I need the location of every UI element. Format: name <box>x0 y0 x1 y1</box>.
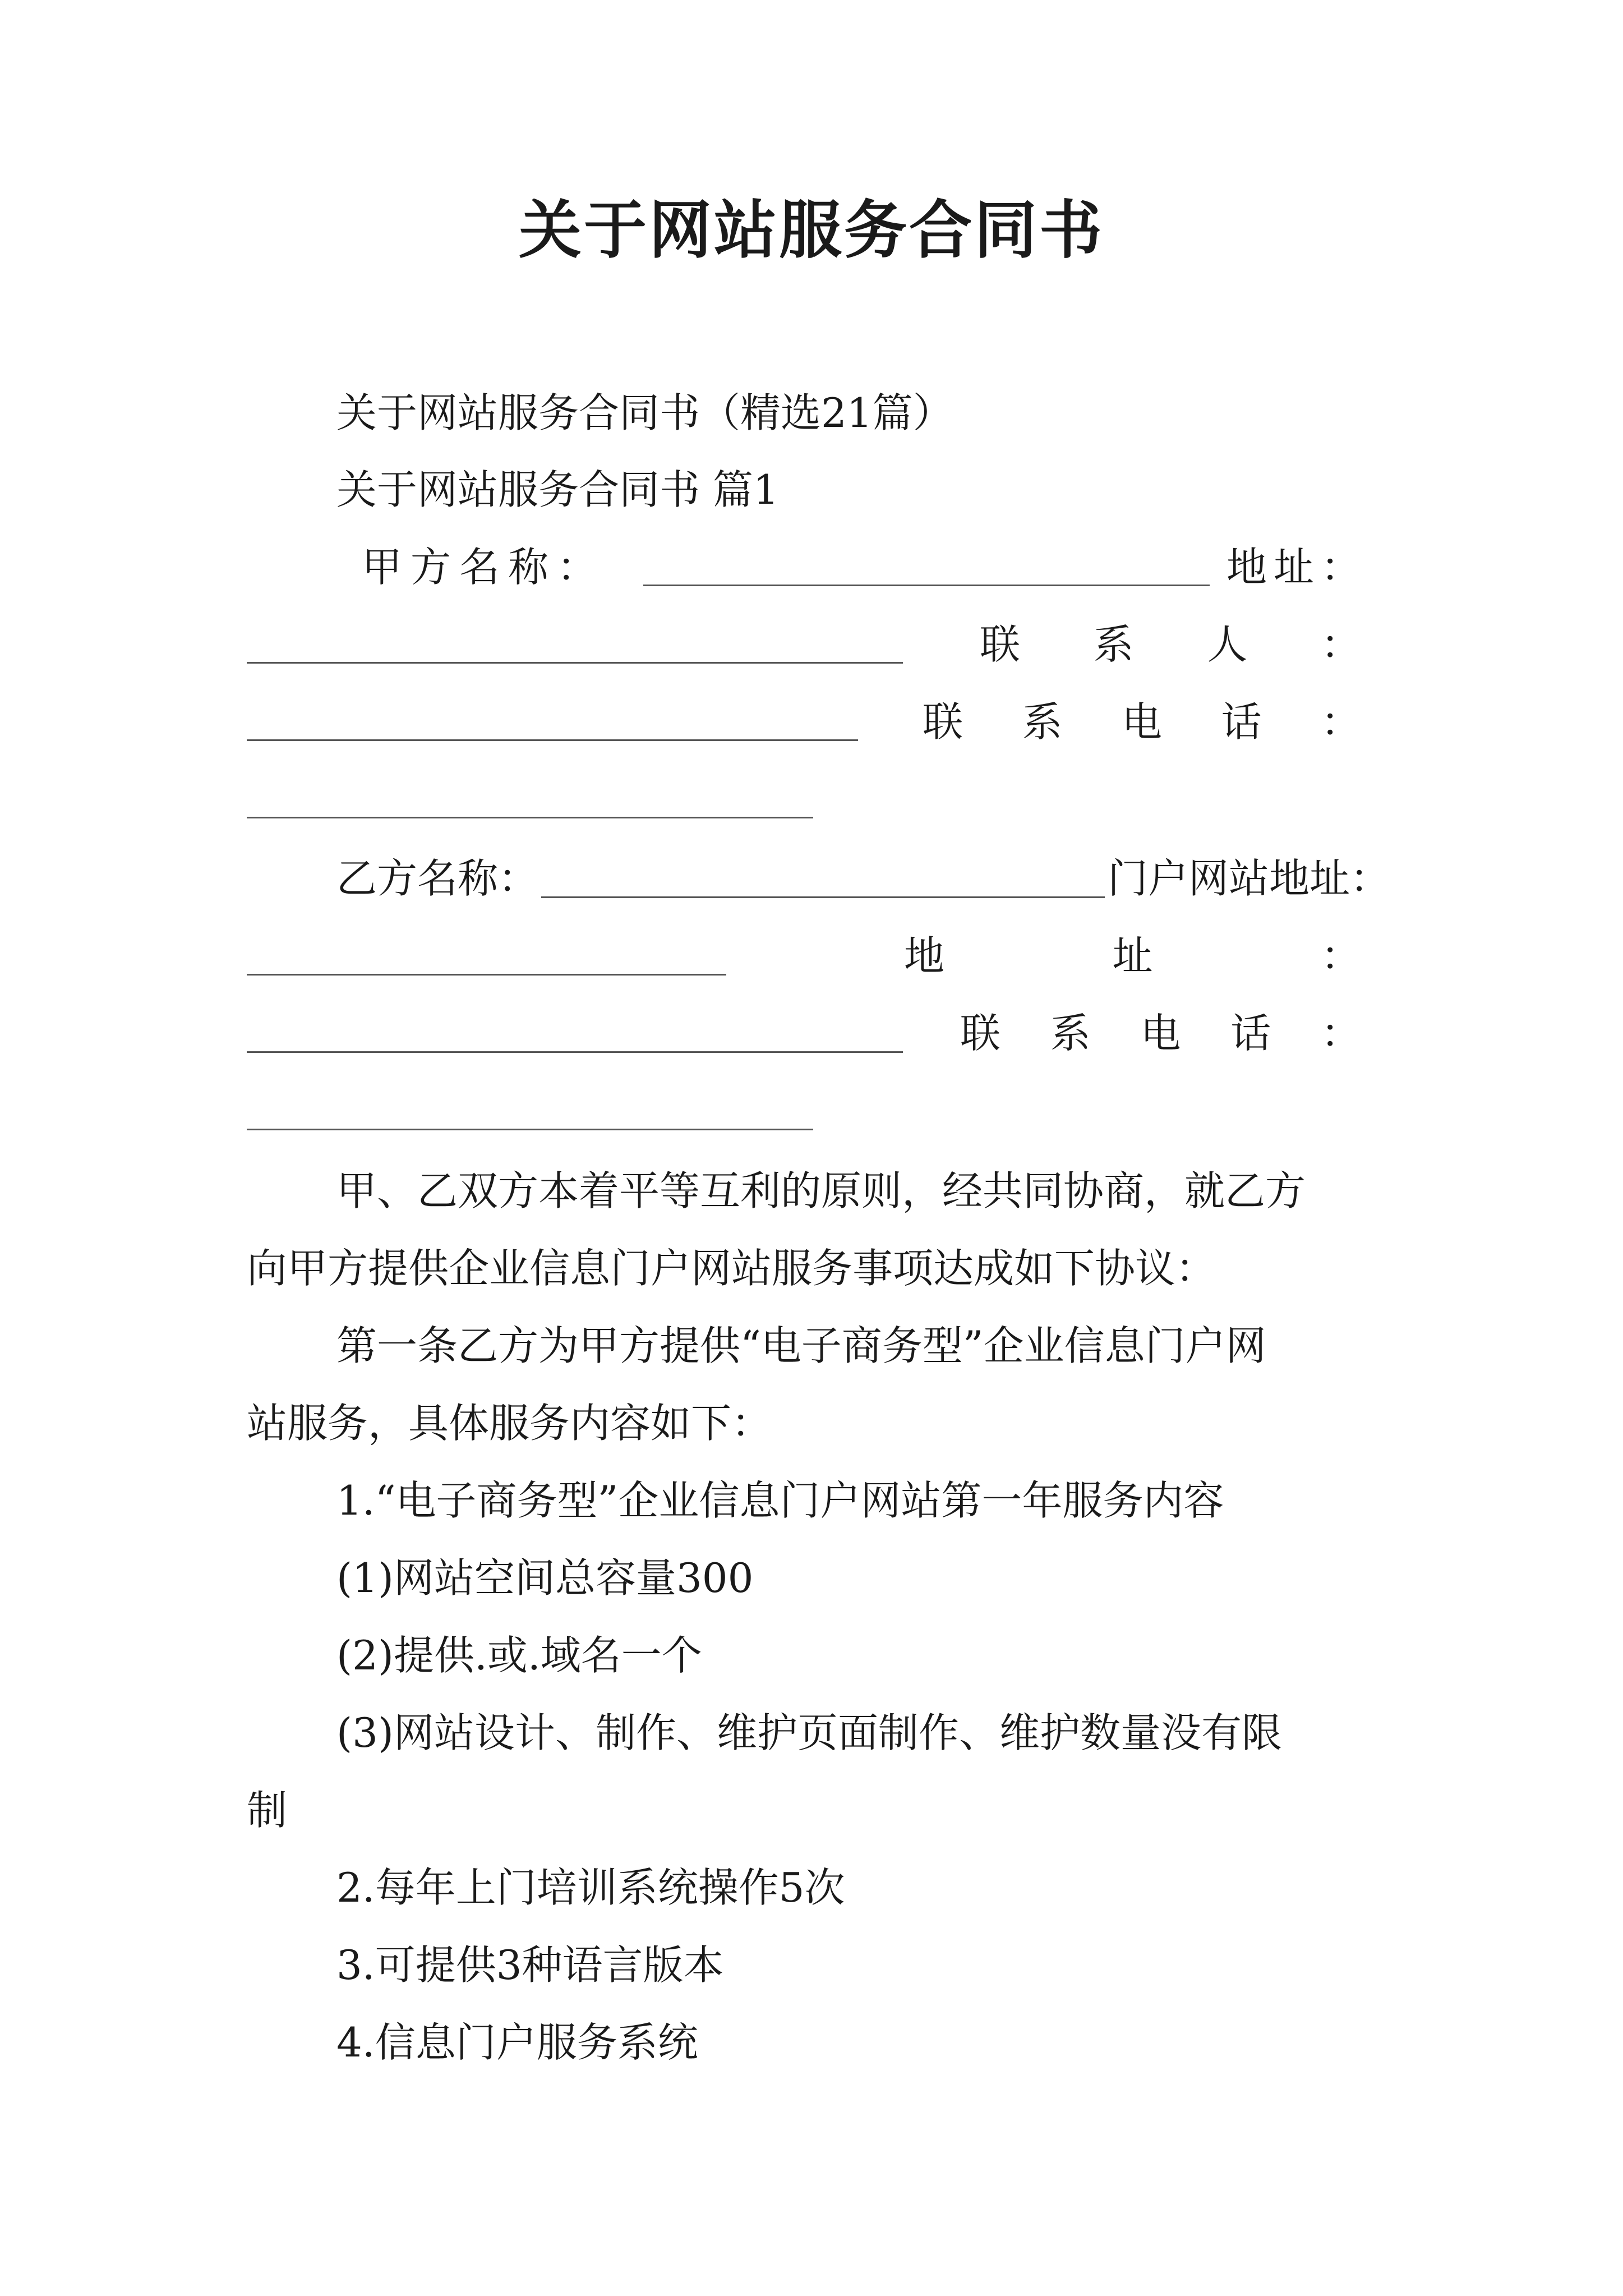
list-item-1-3-line-1: (3)网站设计、制作、维护页面制作、维护数量没有限 <box>336 1709 1282 1756</box>
list-item-1-1: (1)网站空间总容量300 <box>336 1554 754 1602</box>
document-subtitle: 关于网站服务合同书（精选21篇） <box>336 389 953 436</box>
party-a-contact-label: 联 系 人 ： <box>980 621 1361 668</box>
party-b-phone-blank <box>247 1129 813 1130</box>
party-a-phone-blank <box>247 817 813 818</box>
party-b-portal-blank <box>247 974 726 976</box>
document-title: 关于网站服务合同书 <box>519 194 1104 267</box>
article-1-line-1: 第一条乙方为甲方提供“电子商务型”企业信息门户网 <box>336 1322 1266 1369</box>
party-b-name-blank <box>541 896 1105 898</box>
intro-paragraph-line-1: 甲、乙双方本着平等互利的原则，经共同协商，就乙方 <box>336 1167 1306 1214</box>
list-item-1-3-line-2: 制 <box>247 1787 288 1834</box>
list-item-2: 2.每年上门培训系统操作5次 <box>336 1864 845 1911</box>
party-a-address-label: 地 址 ： <box>1227 544 1361 591</box>
list-item-1-2: (2)提供.或.域名一个 <box>336 1632 702 1679</box>
intro-paragraph-line-2: 向甲方提供企业信息门户网站服务事项达成如下协议： <box>247 1245 1216 1292</box>
party-b-address-label: 地 址 ： <box>904 932 1361 979</box>
article-1-line-2: 站服务，具体服务内容如下： <box>247 1400 772 1447</box>
list-item-1: 1.“电子商务型”企业信息门户网站第一年服务内容 <box>336 1477 1224 1524</box>
list-item-4: 4.信息门户服务系统 <box>336 2019 698 2066</box>
party-b-address-blank <box>247 1051 903 1053</box>
party-b-phone-label: 联 系 电 话 ： <box>960 1010 1361 1057</box>
party-a-name-label: 甲 方 名 称 ： <box>362 544 597 591</box>
section-heading: 关于网站服务合同书 篇1 <box>336 466 779 513</box>
party-a-name-blank <box>643 585 1210 586</box>
list-item-3: 3.可提供3种语言版本 <box>336 1941 724 1989</box>
party-a-phone-label: 联 系 电 话 ： <box>923 698 1361 746</box>
party-b-portal-label: 门户网站地址： <box>1108 855 1391 902</box>
party-a-address-blank <box>247 662 903 664</box>
party-a-contact-blank <box>247 739 858 741</box>
party-b-name-label: 乙方名称： <box>336 855 539 902</box>
